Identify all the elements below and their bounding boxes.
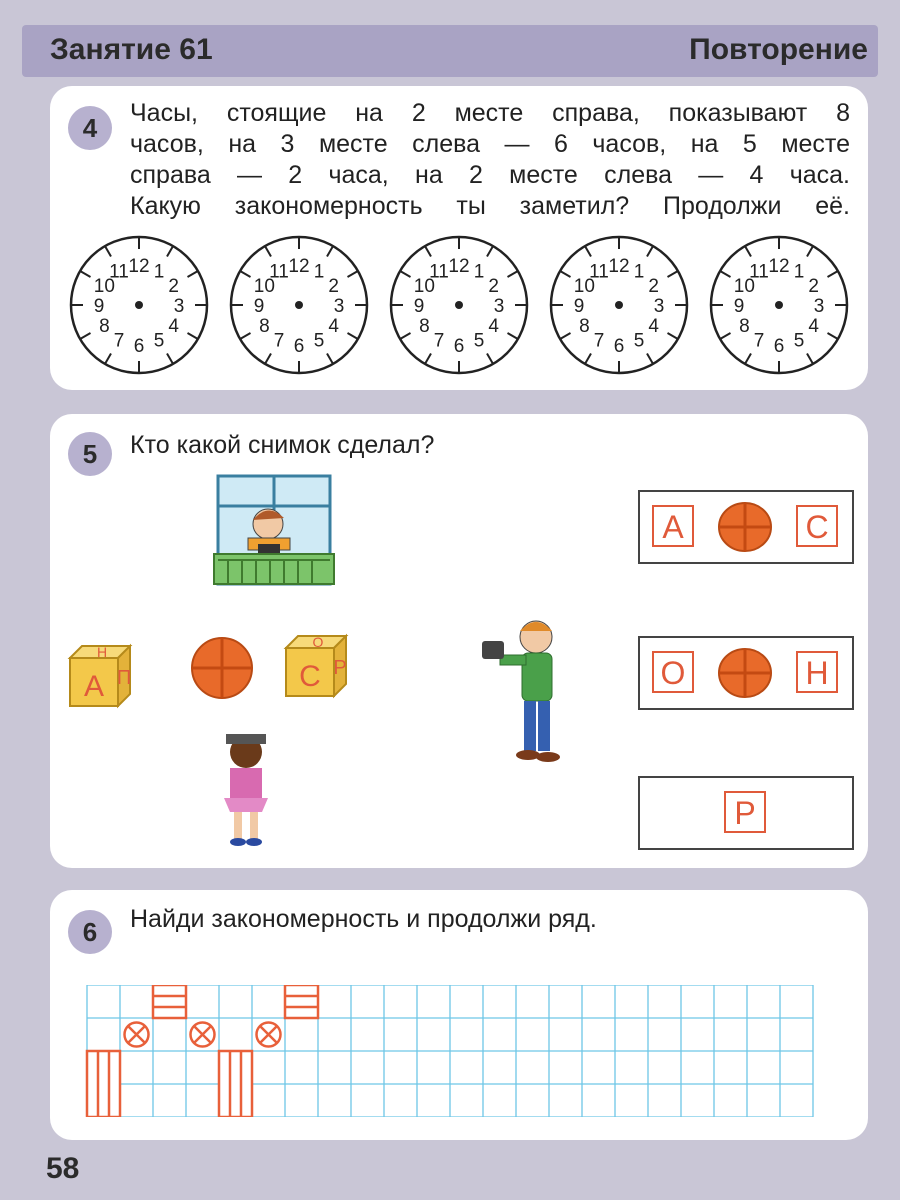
- task-4-text: [130, 98, 850, 222]
- clock-number: 11: [749, 261, 769, 283]
- clock-number: 6: [453, 336, 465, 357]
- task-number: 5: [68, 432, 112, 476]
- clock-number: 4: [328, 316, 339, 337]
- clock-number: 9: [253, 296, 265, 317]
- clock-number: 8: [99, 316, 110, 337]
- clock-number: 9: [93, 296, 105, 317]
- clock-number: 3: [173, 296, 185, 317]
- clock-number: 9: [733, 296, 745, 317]
- clock-number: 5: [473, 330, 485, 352]
- task-4-line: Какую закономерность ты заметил? Продолжи её.: [130, 192, 850, 220]
- task-4-line: часов, на 3 месте слева — 6 часов, на 5 месте: [130, 130, 850, 158]
- page-number: 58: [46, 1152, 80, 1185]
- task-4-line: Часы, стоящие на 2 месте справа, показывают 8: [130, 99, 850, 127]
- clock-number: 9: [413, 296, 425, 317]
- clock-number: 6: [613, 336, 625, 357]
- photo-letter: Н: [796, 651, 838, 693]
- clock-number: 10: [93, 276, 115, 297]
- clock-number: 7: [753, 330, 765, 352]
- boy-in-window-illustration: [214, 476, 334, 584]
- pattern-grid: [85, 985, 825, 1122]
- clock-number: 12: [288, 256, 310, 277]
- clock-number: 12: [448, 256, 470, 277]
- clock-number: 11: [269, 261, 289, 283]
- clock-number: 5: [313, 330, 325, 352]
- task-number: 4: [68, 106, 112, 150]
- task-4-line: справа — 2 часа, на 2 месте слева — 4 часа.: [130, 161, 850, 189]
- photo-letter: С: [796, 505, 838, 547]
- photo-1: [638, 490, 854, 564]
- clock-number: 6: [133, 336, 145, 357]
- clock-face: [388, 234, 530, 376]
- clock-number: 7: [433, 330, 445, 352]
- cube-side-letter: Р: [333, 657, 347, 679]
- clock-number: 3: [333, 296, 345, 317]
- cube-front-letter: С: [299, 660, 321, 693]
- clock-number: 6: [293, 336, 305, 357]
- clock-number: 8: [259, 316, 270, 337]
- lesson-header: [22, 25, 878, 77]
- clock-number: 11: [109, 261, 129, 283]
- task-6-instruction: Найди закономерность и продолжи ряд.: [130, 905, 597, 933]
- clock-number: 3: [493, 296, 505, 317]
- vertical-bars-icon: [87, 1051, 120, 1117]
- photo-letter: А: [652, 505, 694, 547]
- clock-number: 2: [168, 276, 179, 297]
- horizontal-bars-icon: [285, 985, 318, 1018]
- clock-number: 1: [473, 261, 485, 283]
- clock-number: 1: [153, 261, 165, 283]
- clock-number: 12: [768, 256, 790, 277]
- clock-number: 2: [808, 276, 819, 297]
- clock-face: [228, 234, 370, 376]
- clock-number: 12: [608, 256, 630, 277]
- clock-number: 5: [633, 330, 645, 352]
- clock-number: 3: [813, 296, 825, 317]
- clock-number: 10: [413, 276, 435, 297]
- clock-number: 2: [328, 276, 339, 297]
- clock-face: [68, 234, 210, 376]
- photo-3: [638, 776, 854, 850]
- clock-number: 9: [573, 296, 585, 317]
- cube-side-letter: П: [116, 667, 132, 689]
- clock-number: 8: [579, 316, 590, 337]
- clock-number: 5: [793, 330, 805, 352]
- task-5-question: Кто какой снимок сделал?: [130, 431, 435, 459]
- horizontal-bars-icon: [153, 985, 186, 1018]
- crossed-circle-icon: [257, 1023, 281, 1047]
- clock-number: 1: [313, 261, 325, 283]
- clock-number: 2: [648, 276, 659, 297]
- pattern-grid-svg: [85, 985, 825, 1117]
- clock-number: 3: [653, 296, 665, 317]
- clock-number: 11: [589, 261, 609, 283]
- cube-left: [70, 644, 131, 706]
- photo-letter: Р: [724, 791, 766, 833]
- clock-number: 4: [168, 316, 179, 337]
- clock-number: 10: [253, 276, 275, 297]
- task-5-card: [50, 414, 868, 868]
- crossed-circle-icon: [125, 1023, 149, 1047]
- girl-looking-up-illustration: [224, 734, 268, 846]
- crossed-circle-icon: [191, 1023, 215, 1047]
- clock-number: 2: [488, 276, 499, 297]
- clock-number: 5: [153, 330, 165, 352]
- task-number: 6: [68, 910, 112, 954]
- clock-number: 8: [419, 316, 430, 337]
- vertical-bars-icon: [219, 1051, 252, 1117]
- ball-icon: [718, 502, 772, 552]
- lesson-topic: Повторение: [689, 33, 868, 66]
- clock-number: 4: [648, 316, 659, 337]
- ball-icon: [718, 648, 772, 698]
- clock-number: 10: [733, 276, 755, 297]
- clock-face: [708, 234, 850, 376]
- clock-number: 7: [113, 330, 125, 352]
- clock-number: 1: [793, 261, 805, 283]
- task-6-card: [50, 890, 868, 1140]
- cube-top-letter: О: [312, 634, 324, 650]
- clock-number: 10: [573, 276, 595, 297]
- cube-right: [286, 634, 347, 696]
- clock-number: 11: [429, 261, 449, 283]
- task-4-card: [50, 86, 868, 390]
- clock-number: 1: [633, 261, 645, 283]
- photo-2: [638, 636, 854, 710]
- clock-face: [548, 234, 690, 376]
- boy-with-camera-illustration: [482, 621, 560, 762]
- clock-number: 8: [739, 316, 750, 337]
- clock-number: 7: [273, 330, 285, 352]
- cube-top-letter: Н: [96, 644, 108, 660]
- clock-number: 4: [488, 316, 499, 337]
- lesson-title: Занятие 61: [50, 33, 213, 66]
- clock-number: 4: [808, 316, 819, 337]
- photo-letter: О: [652, 651, 694, 693]
- cube-front-letter: А: [83, 670, 105, 703]
- clock-number: 7: [593, 330, 605, 352]
- clock-number: 6: [773, 336, 785, 357]
- clock-number: 12: [128, 256, 150, 277]
